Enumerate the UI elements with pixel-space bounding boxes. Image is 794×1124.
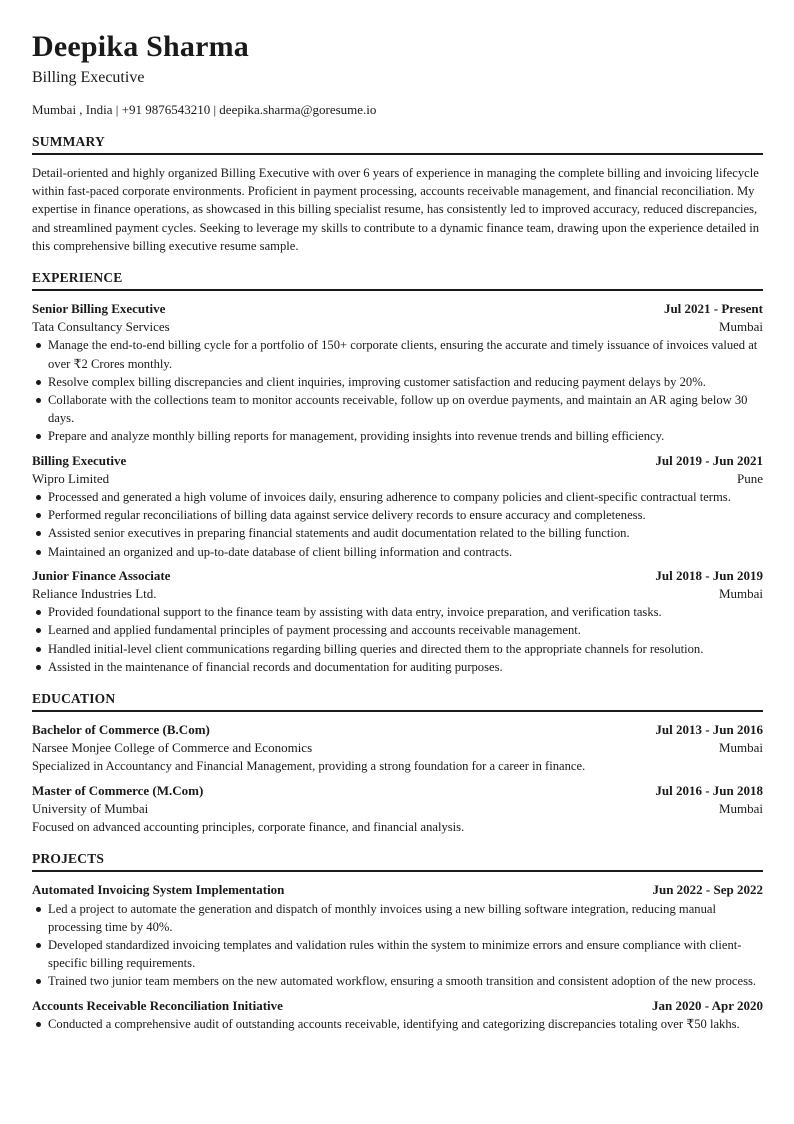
education-entry bbox=[32, 782, 763, 837]
degree-name: Bachelor of Commerce (B.Com) bbox=[32, 722, 210, 738]
entry-subheader-row bbox=[32, 800, 763, 818]
bullet-list bbox=[32, 900, 763, 991]
experience-entry bbox=[32, 452, 763, 561]
candidate-title: Billing Executive bbox=[32, 69, 145, 86]
bullet-item: Assisted senior executives in preparing financial statements and audit documentation related to the billing function. bbox=[48, 524, 763, 542]
bullet-item: Manage the end-to-end billing cycle for a portfolio of 150+ corporate clients, ensuring the accurate and timely issuance of invoices valued at over ₹2 Crores monthly. bbox=[48, 336, 763, 372]
job-dates: Jul 2018 - Jun 2019 bbox=[655, 567, 763, 583]
entry-header-row bbox=[32, 997, 763, 1015]
job-role: Billing Executive bbox=[32, 452, 127, 468]
bullet-item: Assisted in the maintenance of financial records and documentation for auditing purposes. bbox=[48, 658, 763, 676]
job-role: Senior Billing Executive bbox=[32, 301, 166, 317]
company-name: Wipro Limited bbox=[32, 470, 110, 486]
project-entry bbox=[32, 881, 763, 990]
entry-subheader-row bbox=[32, 470, 763, 488]
project-dates: Jun 2022 - Sep 2022 bbox=[652, 882, 763, 898]
school-name: Narsee Monjee College of Commerce and Economics bbox=[32, 740, 313, 756]
education-description: Specialized in Accountancy and Financial Management, providing a strong foundation for a career in finance. bbox=[32, 759, 586, 774]
project-entry bbox=[32, 997, 763, 1033]
education-section bbox=[32, 690, 763, 836]
bullet-item: Processed and generated a high volume of invoices daily, ensuring adherence to company policies and client-specific contractual terms. bbox=[48, 488, 763, 506]
entry-header-row bbox=[32, 881, 763, 899]
education-dates: Jul 2016 - Jun 2018 bbox=[655, 782, 763, 798]
summary-text: Detail-oriented and highly organized Billing Executive with over 6 years of experience in managing the complete billing and invoicing lifecycle within fast-paced corporate environments. Proficient in payment processing, accounts receivable management, and financial reconciliation. My expertise in finance operations, as showcased in this billing specialist resume, has consistently led to improved accuracy, reduced discrepancies, and streamlined payment cycles. Seeking to leverage my skills to contribute to a dynamic finance team, drawing upon the experience detailed in this comprehensive billing executive resume sample. bbox=[32, 166, 760, 253]
school-name: University of Mumbai bbox=[32, 800, 149, 816]
bullet-item: Trained two junior team members on the new automated workflow, ensuring a smooth transition and consistent adoption of the new process. bbox=[48, 972, 763, 990]
job-location: Pune bbox=[737, 470, 763, 486]
job-location: Mumbai bbox=[718, 586, 763, 602]
project-name: Automated Invoicing System Implementation bbox=[32, 882, 285, 898]
entry-subheader-row bbox=[32, 318, 763, 336]
bullet-item: Developed standardized invoicing templates and validation rules within the system to minimize errors and ensure compliance with client-specific billing requirements. bbox=[48, 936, 763, 972]
section-heading: EDUCATION bbox=[32, 690, 763, 712]
project-dates: Jan 2020 - Apr 2020 bbox=[652, 997, 763, 1013]
projects-list bbox=[32, 881, 763, 1033]
education-list bbox=[32, 721, 763, 836]
job-location: Mumbai bbox=[718, 319, 763, 335]
summary-section bbox=[32, 133, 763, 255]
entry-header-row bbox=[32, 782, 763, 800]
section-heading: EXPERIENCE bbox=[32, 269, 763, 291]
bullet-list bbox=[32, 336, 763, 445]
bullet-item: Collaborate with the collections team to monitor accounts receivable, follow up on overdue payments, and maintain an AR aging below 30 days. bbox=[48, 391, 763, 427]
experience-list bbox=[32, 300, 763, 676]
job-dates: Jul 2021 - Present bbox=[663, 301, 763, 317]
projects-section bbox=[32, 850, 763, 1033]
company-name: Reliance Industries Ltd. bbox=[32, 586, 157, 602]
education-description: Focused on advanced accounting principles, corporate finance, and financial analysis. bbox=[32, 820, 465, 835]
resume-page bbox=[32, 30, 763, 1039]
job-role: Junior Finance Associate bbox=[32, 567, 171, 583]
bullet-item: Handled initial-level client communications regarding billing queries and directed them to the appropriate channels for resolution. bbox=[48, 640, 763, 658]
experience-section bbox=[32, 269, 763, 676]
entry-header-row bbox=[32, 721, 763, 739]
bullet-list bbox=[32, 1015, 763, 1033]
bullet-list bbox=[32, 603, 763, 676]
entry-header-row bbox=[32, 567, 763, 585]
entry-subheader-row bbox=[32, 739, 763, 757]
entry-header-row bbox=[32, 300, 763, 318]
contact-line: Mumbai , India | +91 9876543210 | deepika.sharma@goresume.io bbox=[32, 102, 377, 117]
education-dates: Jul 2013 - Jun 2016 bbox=[655, 722, 763, 738]
school-location: Mumbai bbox=[718, 800, 763, 816]
bullet-item: Performed regular reconciliations of billing data against service delivery records to ensure accuracy and completeness. bbox=[48, 506, 763, 524]
bullet-item: Prepare and analyze monthly billing reports for management, providing insights into revenue trends and billing efficiency. bbox=[48, 427, 763, 445]
section-heading: PROJECTS bbox=[32, 850, 763, 872]
bullet-item: Led a project to automate the generation and dispatch of monthly invoices using a new billing software integration, reducing manual processing time by 40%. bbox=[48, 900, 763, 936]
entry-subheader-row bbox=[32, 585, 763, 603]
bullet-item: Resolve complex billing discrepancies and client inquiries, improving customer satisfaction and reducing payment delays by 20%. bbox=[48, 373, 763, 391]
candidate-name: Deepika Sharma bbox=[32, 30, 249, 63]
job-dates: Jul 2019 - Jun 2021 bbox=[655, 452, 763, 468]
project-name: Accounts Receivable Reconciliation Initiative bbox=[32, 997, 283, 1013]
bullet-item: Provided foundational support to the finance team by assisting with data entry, invoice preparation, and verification tasks. bbox=[48, 603, 763, 621]
bullet-item: Learned and applied fundamental principles of payment processing and accounts receivable management. bbox=[48, 621, 763, 639]
section-heading: SUMMARY bbox=[32, 133, 763, 155]
experience-entry bbox=[32, 300, 763, 446]
school-location: Mumbai bbox=[718, 740, 763, 756]
experience-entry bbox=[32, 567, 763, 676]
degree-name: Master of Commerce (M.Com) bbox=[32, 782, 204, 798]
company-name: Tata Consultancy Services bbox=[32, 319, 170, 335]
bullet-item: Conducted a comprehensive audit of outstanding accounts receivable, identifying and categorizing discrepancies totaling over ₹50 lakhs. bbox=[48, 1015, 763, 1033]
education-entry bbox=[32, 721, 763, 776]
bullet-item: Maintained an organized and up-to-date database of client billing information and contracts. bbox=[48, 543, 763, 561]
bullet-list bbox=[32, 488, 763, 561]
entry-header-row bbox=[32, 452, 763, 470]
